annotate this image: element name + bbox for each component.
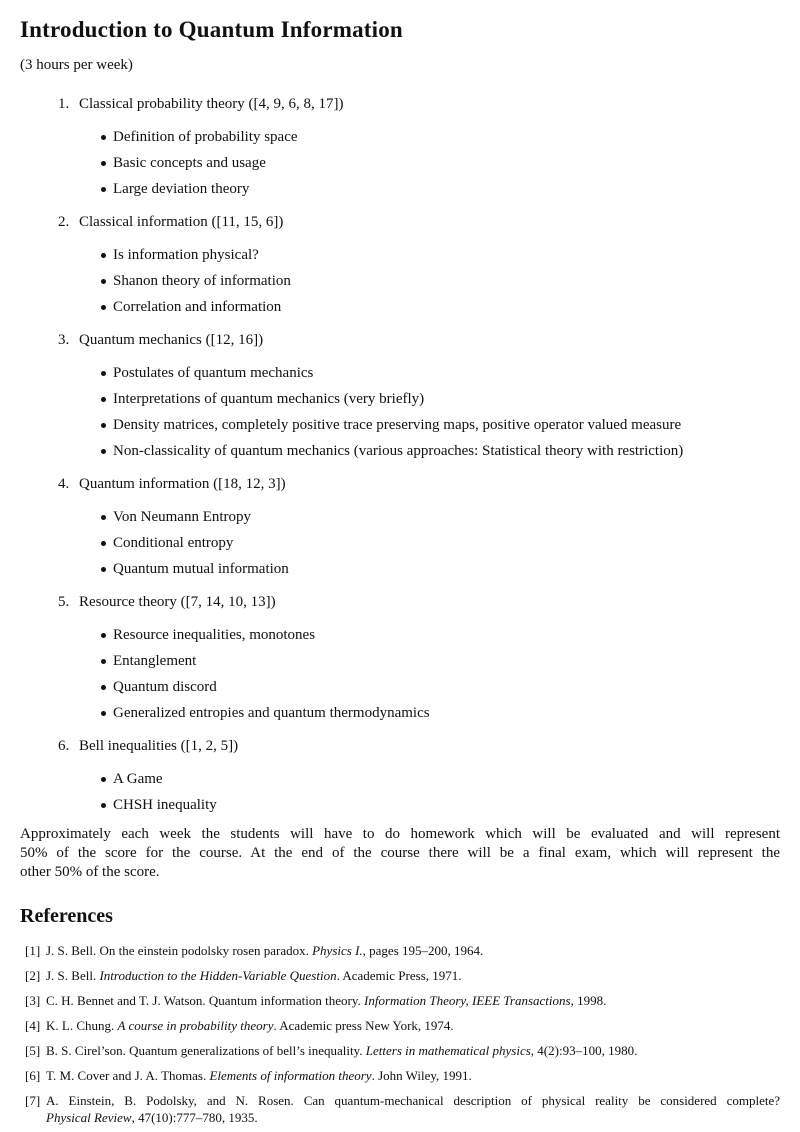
- reference-label: [6]: [25, 1068, 41, 1083]
- topic-item: [20, 242, 780, 268]
- outline-item-title: Quantum information ([18, 12, 3]): [79, 476, 286, 492]
- reference-label: [3]: [25, 993, 41, 1008]
- topic-item: [20, 504, 780, 530]
- outline-item: [20, 91, 780, 202]
- reference-line: [46, 1092, 780, 1109]
- outline-item-title: Resource theory ([7, 14, 10, 13]): [79, 594, 276, 610]
- bullet-icon: [101, 777, 106, 782]
- reference-text-segment: . Academic Press, 1971.: [336, 968, 462, 983]
- reference-entry: [20, 992, 780, 1009]
- bullet-icon: [101, 685, 106, 690]
- reference-label: [1]: [25, 943, 41, 958]
- topic-item: [20, 268, 780, 294]
- topic-label: Is information physical?: [113, 247, 259, 263]
- reference-entry: [20, 967, 780, 984]
- outline-item-heading: [20, 733, 780, 759]
- reference-text-segment: Information Theory, IEEE Transactions: [364, 993, 571, 1008]
- reference-text-segment: A course in probability theory: [117, 1018, 274, 1033]
- bullet-icon: [101, 279, 106, 284]
- reference-line: [46, 992, 780, 1009]
- topic-item: [20, 438, 780, 464]
- reference-entry: [20, 1017, 780, 1034]
- outline-item: [20, 471, 780, 582]
- outline-item-heading: [20, 471, 780, 497]
- outline-item-heading: [20, 209, 780, 235]
- bullet-icon: [101, 541, 106, 546]
- references-heading: References: [20, 905, 113, 927]
- outline-item-heading: [20, 327, 780, 353]
- bullet-icon: [101, 305, 106, 310]
- reference-text-segment: Physics I.: [312, 943, 363, 958]
- reference-text-segment: , 47(10):777–780, 1935.: [131, 1110, 258, 1125]
- topic-label: Large deviation theory: [113, 181, 250, 197]
- reference-text-segment: T. M. Cover and J. A. Thomas.: [46, 1068, 210, 1083]
- outline-item-number: 2.: [58, 214, 70, 230]
- bullet-icon: [101, 161, 106, 166]
- topic-item: [20, 792, 780, 818]
- topic-item: [20, 766, 780, 792]
- reference-label: [2]: [25, 968, 41, 983]
- topic-item: [20, 648, 780, 674]
- topic-label: Conditional entropy: [113, 535, 234, 551]
- topic-item: [20, 124, 780, 150]
- outline-item-title: Classical information ([11, 15, 6]): [79, 214, 284, 230]
- bullet-icon: [101, 633, 106, 638]
- reference-text-segment: K. L. Chung.: [46, 1018, 118, 1033]
- bullet-icon: [101, 711, 106, 716]
- outline-item: [20, 209, 780, 320]
- topic-label: Non-classicality of quantum mechanics (various approaches: Statistical theory with restriction): [113, 443, 684, 459]
- outline-item: [20, 733, 780, 818]
- reference-text-segment: . John Wiley, 1991.: [371, 1068, 472, 1083]
- bullet-icon: [101, 659, 106, 664]
- bullet-icon: [101, 253, 106, 258]
- topic-item: [20, 622, 780, 648]
- topic-label: A Game: [113, 771, 163, 787]
- topic-item: [20, 294, 780, 320]
- topic-item: [20, 530, 780, 556]
- topic-label: CHSH inequality: [113, 797, 217, 813]
- course-hours: (3 hours per week): [20, 57, 133, 73]
- outline-item-number: 3.: [58, 332, 70, 348]
- paragraph-line: other 50% of the score.: [20, 864, 160, 880]
- bullet-icon: [101, 803, 106, 808]
- topic-label: Postulates of quantum mechanics: [113, 365, 314, 381]
- reference-text-segment: . Academic press New York, 1974.: [273, 1018, 454, 1033]
- bullet-icon: [101, 449, 106, 454]
- reference-text-segment: Elements of information theory: [209, 1068, 372, 1083]
- bullet-icon: [101, 423, 106, 428]
- topic-item: [20, 360, 780, 386]
- outline-item-number: 1.: [58, 96, 70, 112]
- topic-label: Shanon theory of information: [113, 273, 291, 289]
- bullet-icon: [101, 515, 106, 520]
- reference-line: [46, 967, 780, 984]
- topic-item: [20, 556, 780, 582]
- paragraph-line: 50% of the score for the course. At the end of the course there will be a final exam, which will represent the: [20, 845, 780, 861]
- topic-label: Von Neumann Entropy: [113, 509, 252, 525]
- topic-label: Correlation and information: [113, 299, 282, 315]
- outline-item-number: 6.: [58, 738, 70, 754]
- reference-text-segment: , pages 195–200, 1964.: [362, 943, 484, 958]
- topic-list: [20, 124, 780, 202]
- reference-line: [46, 1109, 780, 1126]
- topic-label: Basic concepts and usage: [113, 155, 266, 171]
- topic-item: [20, 674, 780, 700]
- topic-label: Definition of probability space: [113, 129, 298, 145]
- reference-entry: [20, 1067, 780, 1084]
- course-outline: [20, 91, 780, 818]
- topic-list: [20, 360, 780, 464]
- topic-item: [20, 176, 780, 202]
- reference-text-segment: C. H. Bennet and T. J. Watson. Quantum information theory.: [46, 993, 365, 1008]
- topic-list: [20, 622, 780, 726]
- outline-item: [20, 327, 780, 464]
- reference-text-segment: , 4(2):93–100, 1980.: [530, 1043, 638, 1058]
- topic-label: Quantum discord: [113, 679, 217, 695]
- reference-text-segment: A. Einstein, B. Podolsky, and N. Rosen. Can quantum-mechanical description of physical reality be considered complete?: [46, 1093, 780, 1108]
- topic-item: [20, 412, 780, 438]
- topic-label: Resource inequalities, monotones: [113, 627, 316, 643]
- topic-label: Interpretations of quantum mechanics (very briefly): [113, 391, 425, 407]
- topic-list: [20, 766, 780, 818]
- reference-text-segment: B. S. Cirel’son. Quantum generalizations of bell’s inequality.: [46, 1043, 366, 1058]
- references-list: [20, 942, 780, 1126]
- topic-list: [20, 242, 780, 320]
- topic-label: Density matrices, completely positive trace preserving maps, positive operator valued measure: [113, 417, 682, 433]
- outline-item-title: Bell inequalities ([1, 2, 5]): [79, 738, 239, 754]
- reference-label: [7]: [25, 1093, 41, 1108]
- grading-paragraph: [20, 825, 780, 882]
- bullet-icon: [101, 187, 106, 192]
- reference-label: [5]: [25, 1043, 41, 1058]
- bullet-icon: [101, 397, 106, 402]
- reference-text-segment: J. S. Bell.: [46, 968, 100, 983]
- bullet-icon: [101, 567, 106, 572]
- reference-text-segment: Physical Review: [46, 1110, 132, 1125]
- reference-text-segment: , 1998.: [570, 993, 607, 1008]
- reference-entry: [20, 942, 780, 959]
- reference-line: [46, 1017, 780, 1034]
- reference-line: [46, 1042, 780, 1059]
- topic-list: [20, 504, 780, 582]
- topic-label: Entanglement: [113, 653, 197, 669]
- topic-label: Quantum mutual information: [113, 561, 289, 577]
- reference-text-segment: J. S. Bell. On the einstein podolsky rosen paradox.: [46, 943, 313, 958]
- outline-item-number: 4.: [58, 476, 70, 492]
- course-title: Introduction to Quantum Information: [20, 17, 403, 42]
- reference-line: [46, 942, 780, 959]
- outline-item: [20, 589, 780, 726]
- reference-entry: [20, 1042, 780, 1059]
- reference-entry: [20, 1092, 780, 1126]
- bullet-icon: [101, 371, 106, 376]
- outline-item-heading: [20, 91, 780, 117]
- bullet-icon: [101, 135, 106, 140]
- topic-item: [20, 700, 780, 726]
- reference-line: [46, 1067, 780, 1084]
- reference-label: [4]: [25, 1018, 41, 1033]
- paragraph-line: Approximately each week the students will have to do homework which will be evaluated and will represent: [20, 826, 780, 842]
- outline-item-title: Quantum mechanics ([12, 16]): [79, 332, 264, 348]
- reference-text-segment: Letters in mathematical physics: [365, 1043, 531, 1058]
- outline-item-heading: [20, 589, 780, 615]
- topic-item: [20, 386, 780, 412]
- reference-text-segment: Introduction to the Hidden-Variable Question: [99, 968, 337, 983]
- topic-label: Generalized entropies and quantum thermodynamics: [113, 705, 430, 721]
- outline-item-number: 5.: [58, 594, 70, 610]
- topic-item: [20, 150, 780, 176]
- outline-item-title: Classical probability theory ([4, 9, 6, 8, 17]): [79, 96, 344, 112]
